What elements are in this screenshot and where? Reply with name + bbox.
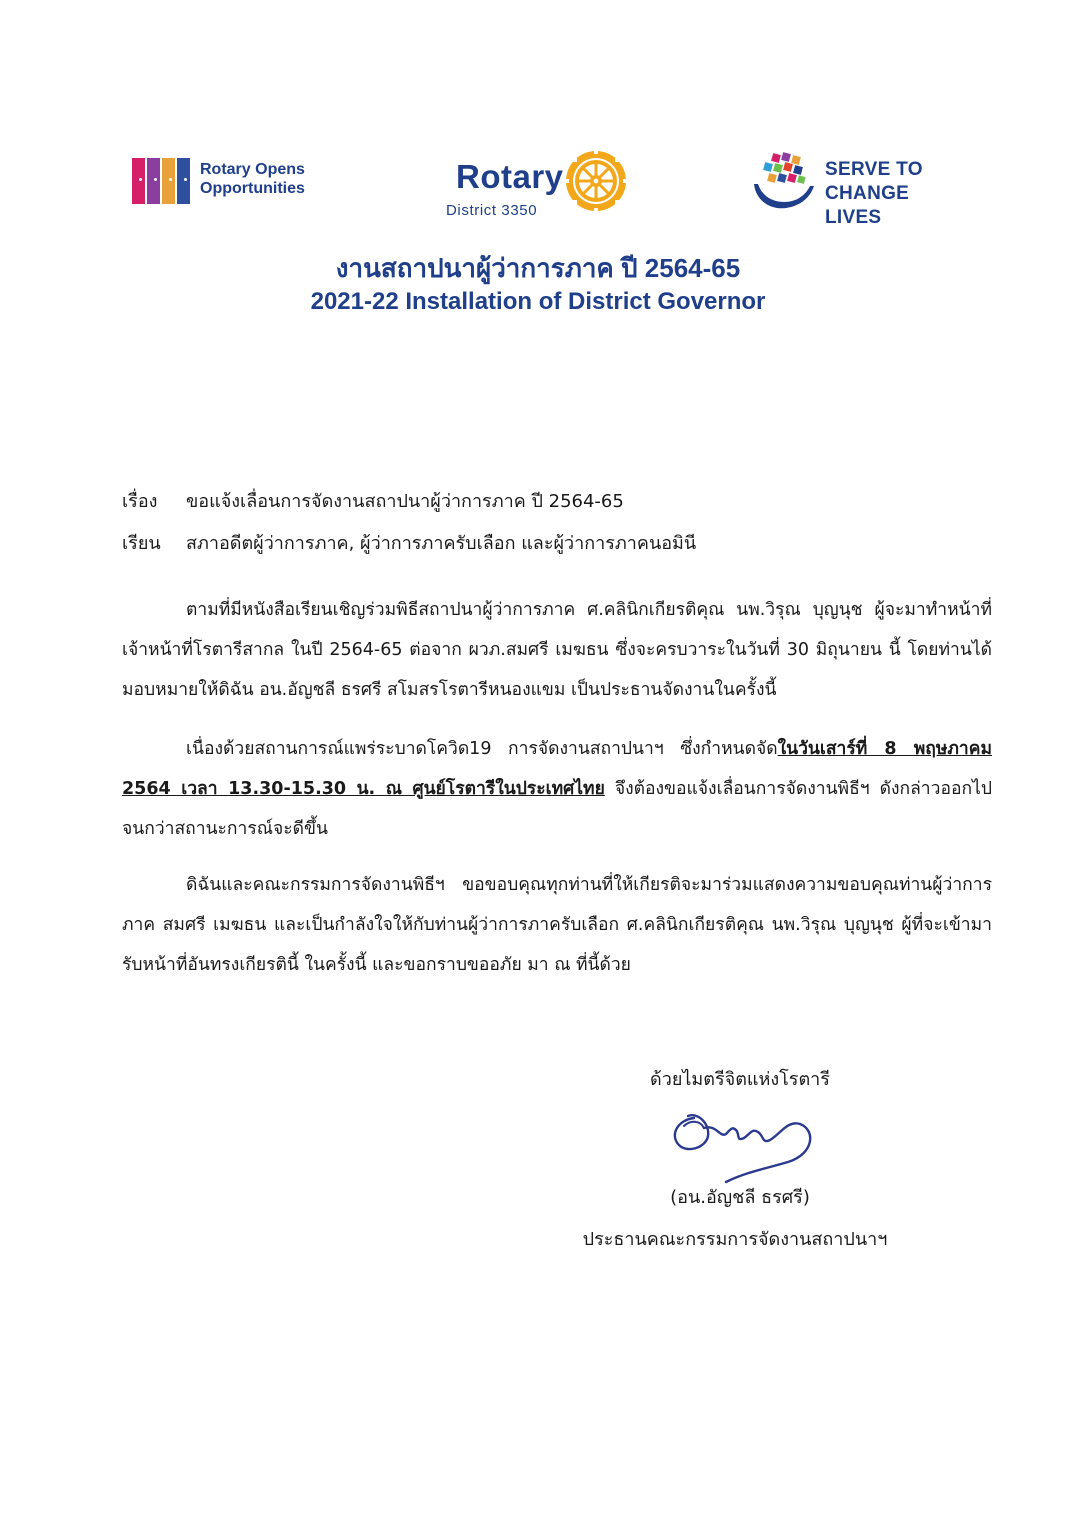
serve-to-change-lives-logo [750, 150, 970, 228]
district-label: District 3350 [446, 202, 538, 219]
signatory-position: ประธานคณะกรรมการจัดงานสถาปนาฯ [582, 1229, 888, 1250]
document-title-thai: งานสถาปนาผู้ว่าการภาค ปี 2564-65 [335, 253, 741, 283]
doors-icon [132, 158, 194, 206]
paragraph-invitation-text: ตามที่มีหนังสือเรียนเชิญร่วมพิธีสถาปนาผู้ว่าการภาค ศ.คลินิกเกียรติคุณ นพ.วิรุณ บุญนุช ผู้จะมาทำหน้าที่เจ้าหน้าที่โรตารีสากล ในปี 2564-65 ต่อจาก ผวภ.สมศรี เมฆธน ซึ่งจะครบวาระในวันที่ 30 มิถุนายน นี้ โดยท่านได้มอบหมายให้ดิฉัน อน.อัญชลี ธรศรี สโมสรโรตารีหนองแขม เป็นประธานจัดงานในครั้งนี้ [122, 600, 992, 700]
rotary-wordmark: Rotary [456, 158, 564, 195]
globe-hands-icon [750, 150, 818, 214]
serve-to-change-lives-text: SERVE TO CHANGE LIVES [825, 159, 923, 228]
event-date-highlight: ในวันเสาร์ที่ 8 พฤษภาคม 2564 เวลา 13.30-15.30 น. ณ ศูนย์โรตารีในประเทศไทย [122, 739, 992, 799]
paragraph-thanks-text: ดิฉันและคณะกรรมการจัดงานพิธีฯ ขอขอบคุณทุกท่านที่ให้เกียรติจะมาร่วมแสดงความขอบคุณท่านผู้ว่าการภาค สมศรี เมฆธน และเป็นกำลังใจให้กับท่านผู้ว่าการภาครับเลือก ศ.คลินิกเกียรติคุณ นพ.วิรุณ บุญนุช ผู้ที่จะเข้ามารับหน้าที่อันทรงเกียรตินี้ ในครั้งนี้ และขอกราบขออภัย มา ณ ที่นี้ด้วย [122, 875, 992, 975]
paragraph-postponement [122, 729, 992, 849]
signatory-name: (อน.อัญชลี ธรศรี) [670, 1187, 810, 1208]
paragraph-invitation [122, 590, 992, 710]
subject-label: เรื่อง [122, 491, 158, 512]
paragraph-thanks [122, 865, 992, 985]
closing-greeting: ด้วยไมตรีจิตแห่งโรตารี [650, 1069, 830, 1090]
recipient-label: เรียน [122, 533, 161, 554]
subject-text: ขอแจ้งเลื่อนการจัดงานสถาปนาผู้ว่าการภาค ปี 2564-65 [186, 491, 624, 512]
postponement-text-after: จึงต้องขอแจ้งเลื่อนการจัดงานพิธีฯ ดังกล่าวออกไป จนกว่าสถานะการณ์จะดีขึ้น [122, 779, 992, 839]
handwritten-signature [664, 1098, 824, 1188]
postponement-text-before: เนื่องด้วยสถานการณ์แพร่ระบาดโควิด19 การจัดงานสถาปนาฯ ซึ่งกำหนดจัด [186, 739, 778, 759]
rotary-wheel-icon [563, 148, 629, 214]
recipient-text: สภาอดีตผู้ว่าการภาค, ผู้ว่าการภาครับเลือก และผู้ว่าการภาคนอมินี [186, 533, 697, 554]
opens-opportunities-text: Rotary Opens Opportunities [200, 161, 305, 197]
rotary-opens-opportunities-logo [132, 156, 332, 208]
document-title-english: 2021-22 Installation of District Governor [310, 288, 766, 315]
rotary-district-logo [444, 146, 634, 220]
